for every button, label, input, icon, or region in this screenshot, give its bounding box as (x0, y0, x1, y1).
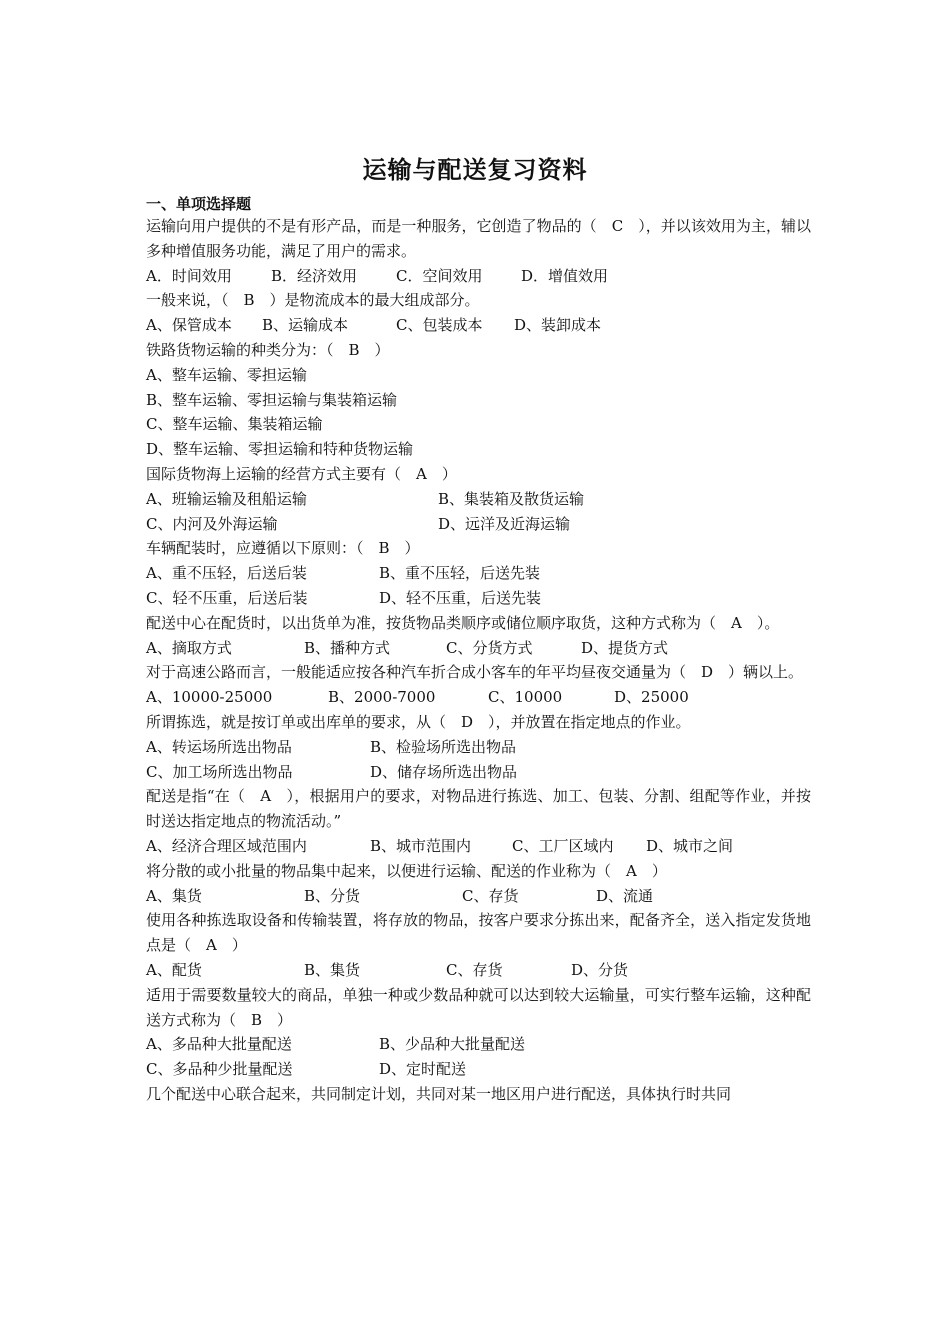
question-stem: 对于高速公路而言，一般能适应按各种汽车折合成小客车的年平均昼夜交通量为（ D ）辆以上。 (146, 663, 804, 682)
option-row (146, 437, 811, 462)
option-row (146, 834, 811, 859)
answer-option: B、集货 (304, 960, 361, 979)
answer-option: D、储存场所选出物品 (370, 762, 518, 781)
answer-option: C、存货 (462, 886, 519, 905)
option-row (146, 685, 811, 710)
question-stem: 几个配送中心联合起来，共同制定计划，共同对某一地区用户进行配送，具体执行时共同 (146, 1084, 732, 1103)
answer-option: B．经济效用 (271, 266, 358, 285)
answer-option: A、保管成本 (146, 316, 232, 335)
question-stem: 使用各种拣选取设备和传输装置，将存放的物品，按客户要求分拣出来，配备齐全，送入指定发货地点是（ A ） (146, 911, 811, 955)
page-title: 运输与配送复习资料 (362, 156, 588, 184)
answer-option: B、集装箱及散货运输 (438, 489, 585, 508)
question-stem: 铁路货物运输的种类分为：（ B ） (146, 340, 390, 359)
option-row (146, 1057, 811, 1082)
option-row (146, 735, 811, 760)
answer-option: C、整车运输、集装箱运输 (146, 415, 323, 434)
option-row (146, 313, 811, 338)
question-stem: 运输向用户提供的不是有形产品，而是一种服务，它创造了物品的（ C ），并以该效用为主，辅以多种增值服务功能，满足了用户的需求。 (146, 217, 811, 260)
answer-option: B、分货 (304, 886, 361, 905)
answer-option: B、城市范围内 (370, 836, 472, 855)
option-row (146, 1032, 811, 1057)
answer-option: B、播种方式 (304, 638, 391, 657)
question-stem: 国际货物海上运输的经营方式主要有（ A ） (146, 464, 457, 483)
answer-option: D、城市之间 (646, 836, 734, 855)
answer-option: D、远洋及近海运输 (438, 514, 571, 533)
option-row (146, 264, 811, 289)
answer-option: B、检验场所选出物品 (370, 737, 517, 756)
answer-option: D、整车运输、零担运输和特种货物运输 (146, 440, 414, 459)
option-row (146, 512, 811, 537)
answer-option: A．时间效用 (146, 266, 232, 285)
option-row (146, 760, 811, 785)
answer-option: D、装卸成本 (514, 316, 602, 335)
answer-option: C、轻不压重，后送后装 (146, 588, 308, 607)
answer-option: A、10000-25000 (146, 688, 273, 707)
question-stem: 配送中心在配货时，以出货单为准，按货物品类顺序或储位顺序取货，这种方式称为（ A ）。 (146, 613, 780, 632)
answer-option: A、班输运输及租船运输 (146, 489, 307, 508)
answer-option: C、内河及外海运输 (146, 514, 278, 533)
answer-option: D、25000 (614, 688, 689, 707)
option-row (146, 586, 811, 611)
answer-option: D、定时配送 (379, 1060, 467, 1079)
answer-option: A、转运场所选出物品 (146, 737, 292, 756)
question-stem: 车辆配装时，应遵循以下原则：（ B ） (146, 539, 420, 558)
answer-option: D、轻不压重，后送先装 (379, 588, 542, 607)
answer-option: A、集货 (146, 886, 202, 905)
answer-option: D、分货 (571, 960, 629, 979)
answer-option: C、包装成本 (396, 316, 483, 335)
answer-option: A、摘取方式 (146, 638, 232, 657)
answer-option: B、少品种大批量配送 (379, 1035, 526, 1054)
option-row (146, 958, 811, 983)
answer-option: C、加工场所选出物品 (146, 762, 293, 781)
answer-option: A、配货 (146, 960, 202, 979)
option-row (146, 363, 811, 388)
answer-option: B、运输成本 (262, 316, 349, 335)
option-row (146, 561, 811, 586)
answer-option: D．增值效用 (521, 266, 609, 285)
answer-option: C、存货 (446, 960, 503, 979)
option-row (146, 412, 811, 437)
answer-option: B、2000-7000 (328, 688, 436, 707)
option-row (146, 636, 811, 661)
question-stem: 配送是指“在（ A ），根据用户的要求，对物品进行拣选、加工、包装、分割、组配等作业，并按时送达指定地点的物流活动。” (146, 787, 811, 831)
answer-option: B、重不压轻，后送先装 (379, 564, 541, 583)
answer-option: C．空间效用 (396, 266, 483, 285)
question-stem: 所谓拣选，就是按订单或出库单的要求，从（ D ），并放置在指定地点的作业。 (146, 712, 691, 731)
answer-option: A、整车运输、零担运输 (146, 365, 307, 384)
question-stem: 一般来说，（ B ）是物流成本的最大组成部分。 (146, 291, 480, 310)
section-heading: 一、单项选择题 (146, 195, 252, 213)
answer-option: D、流通 (596, 886, 654, 905)
answer-option: C、分货方式 (446, 638, 533, 657)
answer-option: A、多品种大批量配送 (146, 1035, 292, 1054)
answer-option: B、整车运输、零担运输与集装箱运输 (146, 390, 398, 409)
question-list (146, 214, 811, 1107)
answer-option: C、工厂区域内 (512, 836, 614, 855)
question-stem: 适用于需要数量较大的商品，单独一种或少数品种就可以达到较大运输量，可实行整车运输，这种配送方式称为（ B ） (146, 985, 811, 1029)
answer-option: D、提货方式 (581, 638, 669, 657)
answer-option: C、10000 (488, 688, 563, 707)
answer-option: C、多品种少批量配送 (146, 1060, 293, 1079)
answer-option: A、经济合理区域范围内 (146, 836, 307, 855)
option-row (146, 487, 811, 512)
option-row (146, 388, 811, 413)
question-stem: 将分散的或小批量的物品集中起来，以便进行运输、配送的作业称为（ A ） (146, 861, 667, 880)
answer-option: A、重不压轻，后送后装 (146, 564, 307, 583)
option-row (146, 884, 811, 909)
